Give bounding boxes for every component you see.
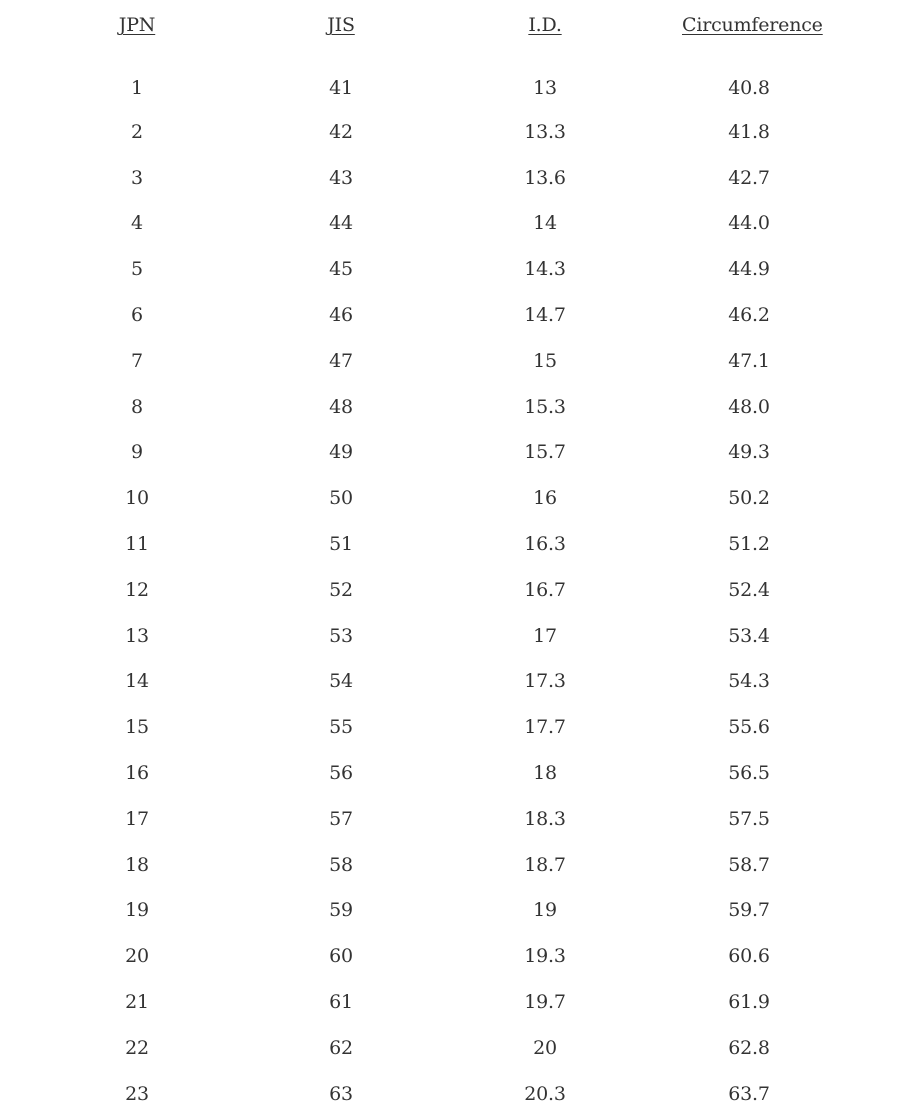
jpn-cell: 10 bbox=[125, 487, 149, 510]
circumference-cell: 48.0 bbox=[728, 395, 770, 418]
circumference-cell: 40.8 bbox=[728, 76, 770, 99]
jpn-cell: 18 bbox=[125, 853, 149, 876]
jis-cell: 47 bbox=[329, 349, 353, 372]
id-cell: 18.7 bbox=[524, 853, 566, 876]
table-row bbox=[0, 659, 920, 705]
circumference-cell: 58.7 bbox=[728, 853, 770, 876]
table-row bbox=[0, 567, 920, 613]
table-row bbox=[0, 66, 920, 109]
jis-cell: 43 bbox=[329, 166, 353, 189]
id-cell: 19.7 bbox=[524, 991, 566, 1014]
table-row bbox=[0, 155, 920, 201]
jis-cell: 51 bbox=[329, 533, 353, 556]
table-row bbox=[0, 750, 920, 796]
jpn-cell: 1 bbox=[131, 76, 143, 99]
id-cell: 19.3 bbox=[524, 945, 566, 968]
id-cell: 15.3 bbox=[524, 395, 566, 418]
jpn-cell: 6 bbox=[131, 304, 143, 327]
circumference-cell: 57.5 bbox=[728, 807, 770, 830]
jpn-cell: 12 bbox=[125, 578, 149, 601]
jis-cell: 59 bbox=[329, 899, 353, 922]
table-row bbox=[0, 979, 920, 1025]
jpn-cell: 7 bbox=[131, 349, 143, 372]
jis-cell: 48 bbox=[329, 395, 353, 418]
jis-cell: 49 bbox=[329, 441, 353, 464]
circumference-cell: 50.2 bbox=[728, 487, 770, 510]
circumference-cell: 42.7 bbox=[728, 166, 770, 189]
jpn-cell: 9 bbox=[131, 441, 143, 464]
jpn-cell: 5 bbox=[131, 258, 143, 281]
circumference-cell: 56.5 bbox=[728, 762, 770, 785]
jpn-cell: 11 bbox=[125, 533, 149, 556]
table-row bbox=[0, 246, 920, 292]
circumference-cell: 60.6 bbox=[728, 945, 770, 968]
table-row bbox=[0, 704, 920, 750]
table-row bbox=[0, 109, 920, 155]
table-row bbox=[0, 430, 920, 476]
jis-cell: 55 bbox=[329, 716, 353, 739]
id-cell: 20 bbox=[533, 1036, 557, 1059]
circumference-cell: 41.8 bbox=[728, 120, 770, 143]
jis-cell: 54 bbox=[329, 670, 353, 693]
jis-cell: 57 bbox=[329, 807, 353, 830]
id-cell: 14.7 bbox=[524, 304, 566, 327]
jpn-cell: 4 bbox=[131, 212, 143, 235]
table-row bbox=[0, 933, 920, 979]
id-cell: 18.3 bbox=[524, 807, 566, 830]
jpn-cell: 17 bbox=[125, 807, 149, 830]
jpn-cell: 20 bbox=[125, 945, 149, 968]
circumference-cell: 52.4 bbox=[728, 578, 770, 601]
jis-cell: 52 bbox=[329, 578, 353, 601]
circumference-cell: 54.3 bbox=[728, 670, 770, 693]
circumference-cell: 51.2 bbox=[728, 533, 770, 556]
table-row bbox=[0, 613, 920, 659]
id-cell: 15 bbox=[533, 349, 557, 372]
jis-cell: 50 bbox=[329, 487, 353, 510]
jis-cell: 45 bbox=[329, 258, 353, 281]
jis-cell: 62 bbox=[329, 1036, 353, 1059]
circumference-cell: 53.4 bbox=[728, 624, 770, 647]
table-row bbox=[0, 475, 920, 521]
id-cell: 20.3 bbox=[524, 1082, 566, 1105]
jis-cell: 63 bbox=[329, 1082, 353, 1105]
jis-cell: 56 bbox=[329, 762, 353, 785]
jpn-cell: 8 bbox=[131, 395, 143, 418]
circumference-cell: 55.6 bbox=[728, 716, 770, 739]
table-row bbox=[0, 384, 920, 430]
column-header-jpn: JPN bbox=[118, 14, 156, 36]
id-cell: 15.7 bbox=[524, 441, 566, 464]
circumference-cell: 46.2 bbox=[728, 304, 770, 327]
jis-cell: 60 bbox=[329, 945, 353, 968]
jpn-cell: 13 bbox=[125, 624, 149, 647]
jpn-cell: 16 bbox=[125, 762, 149, 785]
circumference-cell: 61.9 bbox=[728, 991, 770, 1014]
table-row bbox=[0, 338, 920, 384]
jis-cell: 61 bbox=[329, 991, 353, 1014]
column-header-jis: JIS bbox=[327, 14, 355, 36]
table-row bbox=[0, 292, 920, 338]
jis-cell: 44 bbox=[329, 212, 353, 235]
id-cell: 17.3 bbox=[524, 670, 566, 693]
id-cell: 18 bbox=[533, 762, 557, 785]
table-row bbox=[0, 842, 920, 888]
jpn-cell: 3 bbox=[131, 166, 143, 189]
table-header-row bbox=[0, 0, 920, 50]
circumference-cell: 44.0 bbox=[728, 212, 770, 235]
id-cell: 13.6 bbox=[524, 166, 566, 189]
circumference-cell: 63.7 bbox=[728, 1082, 770, 1105]
table-body bbox=[0, 66, 920, 1117]
circumference-cell: 47.1 bbox=[728, 349, 770, 372]
id-cell: 14 bbox=[533, 212, 557, 235]
id-cell: 13.3 bbox=[524, 120, 566, 143]
table-row bbox=[0, 521, 920, 567]
circumference-cell: 59.7 bbox=[728, 899, 770, 922]
id-cell: 17 bbox=[533, 624, 557, 647]
jpn-cell: 2 bbox=[131, 120, 143, 143]
table-row bbox=[0, 888, 920, 934]
circumference-cell: 49.3 bbox=[728, 441, 770, 464]
column-header-circumference: Circumference bbox=[682, 14, 823, 36]
jis-cell: 53 bbox=[329, 624, 353, 647]
table-row bbox=[0, 201, 920, 247]
id-cell: 16.3 bbox=[524, 533, 566, 556]
jpn-cell: 19 bbox=[125, 899, 149, 922]
jis-cell: 41 bbox=[329, 76, 353, 99]
table-row bbox=[0, 1071, 920, 1117]
circumference-cell: 62.8 bbox=[728, 1036, 770, 1059]
id-cell: 13 bbox=[533, 76, 557, 99]
jis-cell: 46 bbox=[329, 304, 353, 327]
jis-cell: 58 bbox=[329, 853, 353, 876]
header-spacer bbox=[0, 50, 920, 66]
id-cell: 16.7 bbox=[524, 578, 566, 601]
jis-cell: 42 bbox=[329, 120, 353, 143]
jpn-cell: 15 bbox=[125, 716, 149, 739]
id-cell: 19 bbox=[533, 899, 557, 922]
jpn-cell: 23 bbox=[125, 1082, 149, 1105]
circumference-cell: 44.9 bbox=[728, 258, 770, 281]
jpn-cell: 21 bbox=[125, 991, 149, 1014]
jpn-cell: 14 bbox=[125, 670, 149, 693]
table-row bbox=[0, 796, 920, 842]
column-header-id: I.D. bbox=[528, 14, 562, 36]
id-cell: 16 bbox=[533, 487, 557, 510]
id-cell: 14.3 bbox=[524, 258, 566, 281]
table-row bbox=[0, 1025, 920, 1071]
jpn-cell: 22 bbox=[125, 1036, 149, 1059]
id-cell: 17.7 bbox=[524, 716, 566, 739]
